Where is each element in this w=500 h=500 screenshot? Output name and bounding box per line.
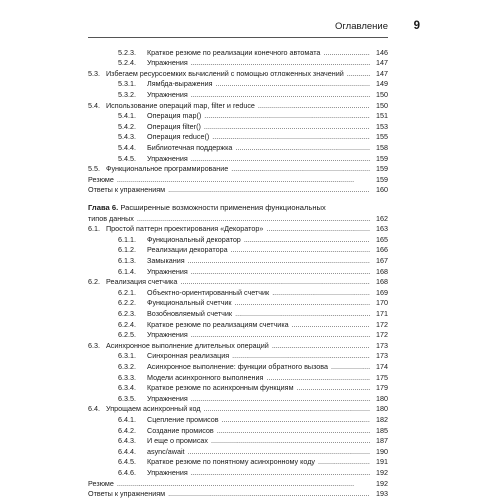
toc-entry[interactable]	[0, 235, 500, 244]
toc-entry[interactable]	[0, 415, 500, 424]
toc-entry[interactable]	[0, 267, 500, 276]
toc-entry-title: Модели асинхронного выполнения	[147, 372, 264, 382]
toc-entry-title: Асинхронное выполнение: функции обратного вызова	[147, 361, 329, 371]
toc-entry[interactable]	[0, 111, 500, 120]
toc-entry-page: 155	[376, 132, 388, 142]
toc-entry-title: Краткое резюме по реализациям счетчика	[147, 319, 289, 329]
chapter-page: 162	[376, 213, 388, 223]
toc-entry-title: Замыкания	[147, 255, 185, 265]
header-rule	[88, 37, 388, 38]
toc-entry-page: 158	[376, 142, 388, 152]
toc-entry-number: 6.2.1.	[118, 287, 136, 297]
toc-entry-title: Резюме	[88, 174, 114, 184]
toc-entry-page: 190	[376, 446, 388, 456]
toc-entry-number: 6.2.	[88, 277, 100, 287]
toc-entry-number: 6.4.3.	[118, 436, 136, 446]
leader-dots	[331, 362, 370, 371]
toc-entry-page: 191	[376, 457, 388, 467]
toc-entry-page: 159	[376, 164, 388, 174]
toc-entry-title: Упражнения	[147, 153, 188, 163]
chapter-label: Глава 6.	[88, 202, 119, 212]
toc-entry-number: 5.2.4.	[118, 58, 136, 68]
leader-dots	[168, 185, 370, 194]
chapter-title-line2: типов данных	[88, 213, 134, 223]
toc-entry[interactable]	[0, 362, 500, 371]
toc-entry-page: 159	[376, 174, 388, 184]
toc-entry-title: Асинхронное выполнение длительных операций	[106, 340, 269, 350]
toc-entry-title: Операция reduce()	[147, 132, 210, 142]
chapter-title-line1: Расширенные возможности применения функциональных	[118, 202, 326, 212]
toc-entry-title: Упражнения	[147, 393, 188, 403]
toc-entry-page: 179	[376, 383, 388, 393]
toc-entry-number: 6.1.	[88, 224, 100, 234]
toc-entry[interactable]	[0, 404, 500, 413]
leader-dots	[191, 394, 370, 403]
toc-entry-page: 180	[376, 404, 388, 414]
toc-entry[interactable]	[0, 101, 500, 110]
toc-entry-number: 6.3.5.	[118, 393, 136, 403]
toc-entry[interactable]	[0, 383, 500, 392]
toc-entry-page: 192	[376, 478, 388, 488]
toc-entry-title: Упражнения	[147, 266, 188, 276]
toc-entry-page: 172	[376, 319, 388, 329]
toc-entry[interactable]	[0, 58, 500, 67]
toc-entry-title: Упражнения	[147, 330, 188, 340]
toc-entry-number: 5.3.2.	[118, 89, 136, 99]
toc-entry-title: И еще о промисах	[147, 436, 209, 446]
toc-entry-number: 6.3.2.	[118, 361, 136, 371]
toc-entry-page: 187	[376, 436, 388, 446]
toc-entry-title: Функциональный декоратор	[147, 234, 241, 244]
toc-entry-number: 6.1.1.	[118, 234, 136, 244]
toc-entry-number: 5.4.2.	[118, 121, 136, 131]
toc-entry-page: 169	[376, 287, 388, 297]
toc-entry-title: async/await	[147, 446, 185, 456]
toc-entry[interactable]	[0, 288, 500, 297]
toc-entry-number: 6.1.2.	[118, 245, 136, 255]
toc-entry-number: 6.4.2.	[118, 425, 136, 435]
leader-dots	[231, 245, 370, 254]
leader-dots	[266, 224, 370, 233]
toc-entry[interactable]	[0, 373, 500, 382]
toc-entry[interactable]	[0, 256, 500, 265]
toc-entry[interactable]	[0, 457, 500, 466]
toc-entry-title: Резюме	[88, 478, 114, 488]
toc-entry-title: Краткое резюме по понятному асинхронному коду	[147, 457, 315, 467]
toc-entry-number: 6.3.4.	[118, 383, 136, 393]
leader-dots	[204, 111, 370, 120]
toc-entry[interactable]	[0, 48, 500, 57]
toc-entry[interactable]	[0, 341, 500, 350]
leader-dots	[117, 175, 370, 184]
toc-entry[interactable]	[0, 90, 500, 99]
page-number: 9	[413, 20, 420, 32]
toc-entry-title: Возобновляемый счетчик	[147, 308, 233, 318]
toc-entry-title: Сцепление промисов	[147, 414, 219, 424]
toc-entry-number: 6.4.	[88, 404, 100, 414]
toc-entry-number: 6.3.	[88, 340, 100, 350]
toc-entry-number: 5.4.4.	[118, 142, 136, 152]
leader-dots	[212, 132, 370, 141]
toc-entry-title: Реализации декоратора	[147, 245, 228, 255]
leader-dots	[318, 457, 370, 466]
toc-entry-page: 168	[376, 266, 388, 276]
toc-entry-title: Краткое резюме по реализации конечного автомата	[147, 47, 321, 57]
toc-entry-page: 150	[376, 89, 388, 99]
toc-entry[interactable]	[0, 351, 500, 360]
toc-entry-number: 6.2.4.	[118, 319, 136, 329]
toc-entry-page: 170	[376, 298, 388, 308]
toc-entry[interactable]	[0, 245, 500, 254]
toc-entry-title: Ответы к упражнениям	[88, 489, 166, 499]
leader-dots	[272, 341, 370, 350]
toc-entry-number: 5.5.	[88, 164, 100, 174]
toc-entry-number: 5.4.1.	[118, 111, 136, 121]
toc-entry-number: 5.3.1.	[118, 79, 136, 89]
toc-entry-page: 146	[376, 47, 388, 57]
toc-entry[interactable]	[0, 394, 500, 403]
toc-entry-page: 150	[376, 100, 388, 110]
toc-entry[interactable]	[0, 479, 500, 488]
toc-entry-page: 151	[376, 111, 388, 121]
leader-dots	[231, 164, 370, 173]
toc-entry-number: 6.2.3.	[118, 308, 136, 318]
toc-entry[interactable]	[0, 468, 500, 477]
leader-dots	[191, 90, 370, 99]
toc-entry-page: 185	[376, 425, 388, 435]
toc-entry-title: Упражнения	[147, 58, 188, 68]
toc-entry[interactable]	[0, 143, 500, 152]
leader-dots	[258, 101, 370, 110]
toc-entry-number: 5.4.	[88, 100, 100, 110]
toc-entry-page: 160	[376, 185, 388, 195]
toc-entry[interactable]	[0, 224, 500, 233]
leader-dots	[180, 277, 370, 286]
toc-entry-page: 192	[376, 467, 388, 477]
toc-entry-page: 147	[376, 68, 388, 78]
toc-entry-number: 6.4.1.	[118, 414, 136, 424]
leader-dots	[292, 320, 370, 329]
toc-entry[interactable]	[0, 436, 500, 445]
leader-dots	[168, 489, 370, 498]
toc-entry[interactable]	[0, 164, 500, 173]
toc-entry[interactable]	[0, 489, 500, 498]
toc-entry-page: 173	[376, 340, 388, 350]
toc-entry[interactable]	[0, 447, 500, 456]
toc-entry-title: Функциональное программирование	[106, 164, 229, 174]
toc-entry-page: 167	[376, 255, 388, 265]
toc-entry-page: 168	[376, 277, 388, 287]
toc-entry[interactable]	[0, 298, 500, 307]
toc-entry-page: 159	[376, 153, 388, 163]
leader-dots	[244, 235, 370, 244]
toc-entry[interactable]	[0, 330, 500, 339]
leader-dots	[188, 256, 370, 265]
toc-entry-title: Простой паттерн проектирования «Декоратор»	[106, 224, 264, 234]
toc-entry[interactable]	[0, 309, 500, 318]
toc-entry-page: 180	[376, 393, 388, 403]
toc-entry-page: 149	[376, 79, 388, 89]
toc-entry[interactable]	[0, 277, 500, 286]
page-header	[0, 20, 500, 34]
leader-dots	[232, 351, 370, 360]
toc-entry-title: Операция map()	[147, 111, 202, 121]
toc-entry[interactable]	[0, 185, 500, 194]
toc-entry[interactable]	[0, 79, 500, 88]
leader-dots	[266, 373, 370, 382]
toc-entry-title: Операция filter()	[147, 121, 201, 131]
toc-entry-page: 174	[376, 361, 388, 371]
leader-dots	[191, 267, 370, 276]
leader-dots	[204, 404, 370, 413]
leader-dots	[323, 48, 370, 57]
leader-dots	[191, 154, 370, 163]
toc-entry-page: 165	[376, 234, 388, 244]
toc-entry[interactable]	[0, 426, 500, 435]
leader-dots	[191, 468, 370, 477]
toc-entry-page: 153	[376, 121, 388, 131]
toc-entry[interactable]	[0, 69, 500, 78]
leader-dots	[347, 69, 370, 78]
toc-entry-number: 6.1.3.	[118, 255, 136, 265]
leader-dots	[272, 288, 370, 297]
leader-dots	[235, 143, 370, 152]
toc-entry[interactable]	[0, 320, 500, 329]
toc-entry-title: Краткое резюме по асинхронным функциям	[147, 383, 294, 393]
leader-dots	[217, 426, 370, 435]
toc-entry-title: Лямбда-выражения	[147, 79, 213, 89]
leader-dots	[191, 58, 370, 67]
running-title: Оглавление	[335, 21, 388, 32]
toc-entry-number: 5.4.5.	[118, 153, 136, 163]
toc-entry-number: 5.2.3.	[118, 47, 136, 57]
toc-entry-title: Упрощаем асинхронный код	[106, 404, 201, 414]
leader-dots	[117, 479, 370, 488]
toc-entry-title: Объектно-ориентированный счетчик	[147, 287, 270, 297]
toc-entry-title: Упражнения	[147, 89, 188, 99]
toc-entry-title: Ответы к упражнениям	[88, 185, 166, 195]
toc-entry-page: 172	[376, 330, 388, 340]
toc-entry-number: 6.4.6.	[118, 467, 136, 477]
toc-entry-number: 5.3.	[88, 68, 100, 78]
leader-dots	[137, 214, 370, 223]
toc-entry-title: Синхронная реализация	[147, 351, 230, 361]
toc-entry-number: 6.4.5.	[118, 457, 136, 467]
toc-entry-title: Избегаем ресурсоемких вычислений с помощью отложенных значений	[106, 68, 344, 78]
toc-entry[interactable]	[0, 175, 500, 184]
toc-entry-title: Функциональный счетчик	[147, 298, 232, 308]
toc-entry-number: 6.2.2.	[118, 298, 136, 308]
toc-entry-title: Библиотечная поддержка	[147, 142, 233, 152]
toc-entry-title: Создание промисов	[147, 425, 214, 435]
toc-entry-number: 6.4.4.	[118, 446, 136, 456]
leader-dots	[222, 415, 370, 424]
leader-dots	[204, 122, 370, 131]
leader-dots	[188, 447, 370, 456]
toc-entry-page: 193	[376, 489, 388, 499]
toc-entry-number: 6.3.3.	[118, 372, 136, 382]
toc-entry-page: 182	[376, 414, 388, 424]
leader-dots	[297, 383, 370, 392]
toc-entry-title: Реализация счетчика	[106, 277, 178, 287]
toc-entry[interactable]	[0, 122, 500, 131]
toc-entry-page: 173	[376, 351, 388, 361]
toc-entry[interactable]	[0, 132, 500, 141]
toc-entry[interactable]	[0, 154, 500, 163]
chapter-heading-line2[interactable]	[0, 214, 500, 223]
toc-entry-title: Упражнения	[147, 467, 188, 477]
leader-dots	[235, 309, 370, 318]
toc-entry-page: 171	[376, 308, 388, 318]
toc-entry-title: Использование операций map, filter и reduce	[106, 100, 255, 110]
toc-entry-page: 175	[376, 372, 388, 382]
toc-entry-number: 6.2.5.	[118, 330, 136, 340]
toc-entry-number: 6.1.4.	[118, 266, 136, 276]
toc-entry-number: 6.3.1.	[118, 351, 136, 361]
leader-dots	[235, 298, 370, 307]
toc-entry-number: 5.4.3.	[118, 132, 136, 142]
leader-dots	[216, 79, 370, 88]
toc-entry-page: 166	[376, 245, 388, 255]
leader-dots	[191, 330, 370, 339]
toc-entry-page: 147	[376, 58, 388, 68]
toc-entry-page: 163	[376, 224, 388, 234]
leader-dots	[211, 436, 370, 445]
